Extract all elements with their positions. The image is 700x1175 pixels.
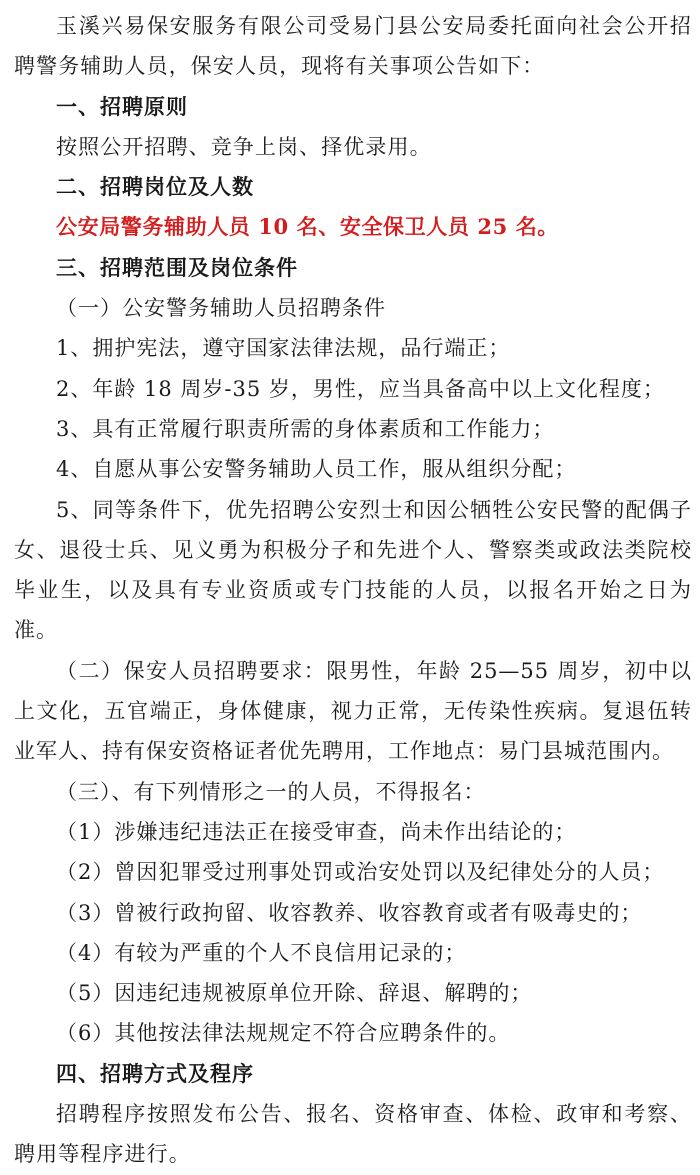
sub1-item: 4、自愿从事公安警务辅助人员工作，服从组织分配； (56, 457, 577, 482)
section-3-sub3-title: （三）、有下列情形之一的人员，不得报名： (56, 779, 486, 804)
section-4-text: 招聘程序按照发布公告、报名、资格审查、体检、政审和考察、聘用等程序进行。 (14, 1102, 692, 1167)
sub3-item: （3）曾被行政拘留、收容教养、收容教育或者有吸毒史的； (56, 900, 643, 925)
section-2-positions-text: 公安局警务辅助人员 10 名、安全保卫人员 25 名。 (56, 214, 559, 240)
sub1-item: 5、同等条件下，优先招聘公安烈士和因公牺牲公安民警的配偶子女、退役士兵、见义勇为积极分子和先进个人、警察类或政法类院校毕业生，以及具有专业资质或专门技能的人员，以报名开始之日为准。 (14, 497, 692, 643)
section-2-heading: 二、招聘岗位及人数 (56, 174, 254, 200)
section-1-text: 按照公开招聘、竞争上岗、择优录用。 (56, 134, 432, 159)
sub1-item: 1、拥护宪法，遵守国家法律法规，品行端正； (56, 336, 511, 361)
sub1-item: 3、具有正常履行职责所需的身体素质和工作能力； (56, 416, 555, 441)
sub3-item: （5）因违纪违规被原单位开除、辞退、解聘的； (56, 981, 533, 1006)
sub1-item: 2、年龄 18 周岁-35 岁，男性，应当具备高中以上文化程度； (56, 376, 665, 401)
announcement-document (14, 6, 692, 1175)
sub3-item: （1）涉嫌违纪违法正在接受审查，尚未作出结论的； (56, 819, 577, 844)
section-3-sub2-text: （二）保安人员招聘要求：限男性，年龄 25—55 周岁，初中以上文化，五官端正，身体健康，视力正常，无传染性疾病。复退伍转业军人、持有保安资格证者优先聘用，工作地点：易门县城范围内。 (14, 658, 692, 764)
section-1-heading: 一、招聘原则 (56, 93, 188, 119)
section-3-heading: 三、招聘范围及岗位条件 (56, 254, 298, 280)
sub3-item: （4）有较为严重的个人不良信用记录的； (56, 940, 467, 965)
intro-paragraph: 玉溪兴易保安服务有限公司受易门县公安局委托面向社会公开招聘警务辅助人员，保安人员，现将有关事项公告如下： (14, 14, 692, 79)
sub3-item: （6）其他按法律法规规定不符合应聘条件的。 (56, 1021, 511, 1046)
section-3-sub1-title: （一）公安警务辅助人员招聘条件 (56, 296, 386, 321)
section-4-heading: 四、招聘方式及程序 (56, 1060, 254, 1086)
sub3-item: （2）曾因犯罪受过刑事处罚或治安处罚以及纪律处分的人员； (56, 860, 665, 885)
